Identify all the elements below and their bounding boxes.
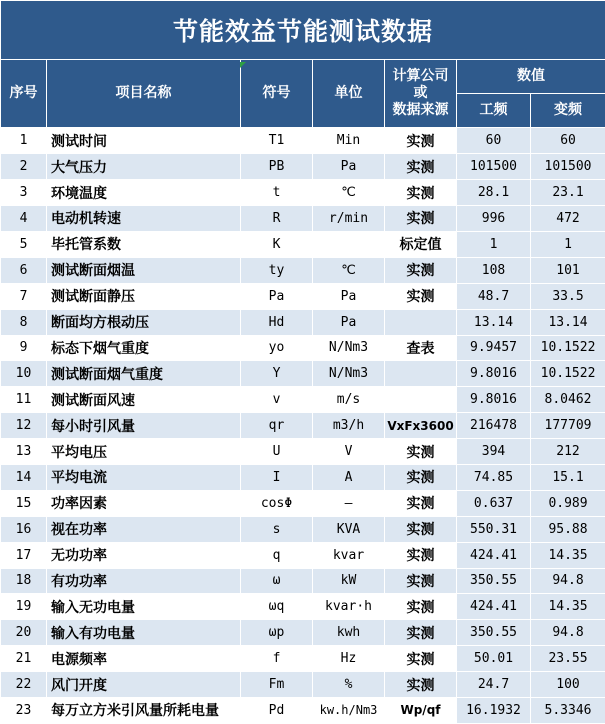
row-index-cell: 8	[1, 309, 47, 335]
row-variable-frequency-value: 94.8	[531, 620, 605, 646]
row-name-cell: 大气压力	[47, 154, 241, 180]
row-unit-cell: V	[313, 439, 385, 465]
row-symbol-cell: q	[241, 542, 313, 568]
row-unit-cell: ℃	[313, 257, 385, 283]
row-unit-cell: r/min	[313, 206, 385, 232]
header-power-frequency: 工频	[457, 94, 531, 128]
row-source-cell: 实测	[385, 154, 457, 180]
row-variable-frequency-value: 13.14	[531, 309, 605, 335]
row-power-frequency-value: 424.41	[457, 594, 531, 620]
row-power-frequency-value: 424.41	[457, 542, 531, 568]
row-index-cell: 11	[1, 387, 47, 413]
table-row	[1, 516, 605, 542]
row-variable-frequency-value: 14.35	[531, 594, 605, 620]
row-name-cell: 功率因素	[47, 490, 241, 516]
row-symbol-cell: ω	[241, 568, 313, 594]
row-name-cell: 有功功率	[47, 568, 241, 594]
row-symbol-cell: Fm	[241, 672, 313, 698]
row-name-cell: 测试断面烟温	[47, 257, 241, 283]
table-row	[1, 231, 605, 257]
row-power-frequency-value: 13.14	[457, 309, 531, 335]
row-symbol-cell: s	[241, 516, 313, 542]
header-source-line-2: 或	[413, 85, 428, 102]
header-source-line-1: 计算公司	[392, 68, 449, 85]
header-unit: 单位	[313, 60, 385, 128]
row-symbol-cell: Pa	[241, 283, 313, 309]
row-source-cell: 实测	[385, 128, 457, 154]
row-variable-frequency-value: 1	[531, 231, 605, 257]
table-row	[1, 180, 605, 206]
row-variable-frequency-value: 95.88	[531, 516, 605, 542]
row-symbol-cell: I	[241, 464, 313, 490]
row-variable-frequency-value: 23.1	[531, 180, 605, 206]
row-power-frequency-value: 350.55	[457, 620, 531, 646]
row-source-cell	[385, 309, 457, 335]
row-name-cell: 测试断面烟气重度	[47, 361, 241, 387]
row-source-cell: 实测	[385, 516, 457, 542]
row-name-cell: 平均电流	[47, 464, 241, 490]
table-row	[1, 154, 605, 180]
row-symbol-cell: ty	[241, 257, 313, 283]
row-unit-cell: %	[313, 672, 385, 698]
row-variable-frequency-value: 212	[531, 439, 605, 465]
table-row	[1, 309, 605, 335]
row-power-frequency-value: 394	[457, 439, 531, 465]
row-symbol-cell: f	[241, 646, 313, 672]
row-symbol-cell: Pd	[241, 697, 313, 723]
row-index-cell: 6	[1, 257, 47, 283]
row-power-frequency-value: 1	[457, 231, 531, 257]
row-index-cell: 4	[1, 206, 47, 232]
row-source-cell: 实测	[385, 490, 457, 516]
row-unit-cell: ℃	[313, 180, 385, 206]
row-variable-frequency-value: 100	[531, 672, 605, 698]
header-symbol: 符号	[241, 60, 313, 128]
row-name-cell: 测试断面静压	[47, 283, 241, 309]
row-unit-cell: Pa	[313, 309, 385, 335]
row-unit-cell	[313, 231, 385, 257]
header-source	[385, 60, 457, 128]
header-index: 序号	[1, 60, 47, 128]
table-row	[1, 335, 605, 361]
table-row	[1, 464, 605, 490]
header-source-line-3: 数据来源	[392, 102, 449, 119]
row-source-cell: 实测	[385, 464, 457, 490]
row-power-frequency-value: 48.7	[457, 283, 531, 309]
row-symbol-cell: cosΦ	[241, 490, 313, 516]
row-unit-cell: Min	[313, 128, 385, 154]
row-unit-cell: A	[313, 464, 385, 490]
row-symbol-cell: Hd	[241, 309, 313, 335]
row-unit-cell: KVA	[313, 516, 385, 542]
row-unit-cell: —	[313, 490, 385, 516]
row-power-frequency-value: 9.8016	[457, 361, 531, 387]
row-name-cell: 断面均方根动压	[47, 309, 241, 335]
row-power-frequency-value: 50.01	[457, 646, 531, 672]
row-source-cell	[385, 361, 457, 387]
row-symbol-cell: Y	[241, 361, 313, 387]
table-row	[1, 387, 605, 413]
row-unit-cell: m/s	[313, 387, 385, 413]
table-row	[1, 283, 605, 309]
row-unit-cell: kvar	[313, 542, 385, 568]
row-variable-frequency-value: 10.1522	[531, 361, 605, 387]
table-row	[1, 620, 605, 646]
table-row	[1, 542, 605, 568]
row-name-cell: 电源频率	[47, 646, 241, 672]
row-unit-cell: kwh	[313, 620, 385, 646]
table-row	[1, 128, 605, 154]
row-index-cell: 12	[1, 413, 47, 439]
table-row	[1, 439, 605, 465]
table-row	[1, 672, 605, 698]
row-source-cell: 实测	[385, 180, 457, 206]
row-index-cell: 16	[1, 516, 47, 542]
row-variable-frequency-value: 10.1522	[531, 335, 605, 361]
row-source-cell: 实测	[385, 542, 457, 568]
row-variable-frequency-value: 23.55	[531, 646, 605, 672]
row-unit-cell: N/Nm3	[313, 335, 385, 361]
row-power-frequency-value: 74.85	[457, 464, 531, 490]
row-index-cell: 13	[1, 439, 47, 465]
row-unit-cell: kw.h/Nm3	[313, 697, 385, 723]
row-source-cell: 实测	[385, 257, 457, 283]
row-index-cell: 21	[1, 646, 47, 672]
row-symbol-cell: K	[241, 231, 313, 257]
row-variable-frequency-value: 5.3346	[531, 697, 605, 723]
row-source-cell: 实测	[385, 283, 457, 309]
row-power-frequency-value: 28.1	[457, 180, 531, 206]
table-row	[1, 257, 605, 283]
row-source-cell: 实测	[385, 672, 457, 698]
row-name-cell: 测试断面风速	[47, 387, 241, 413]
row-source-cell	[385, 387, 457, 413]
row-power-frequency-value: 0.637	[457, 490, 531, 516]
header-name: 项目名称	[47, 60, 241, 128]
cell-comment-marker	[240, 62, 246, 68]
row-source-cell: 标定值	[385, 231, 457, 257]
row-unit-cell: Pa	[313, 283, 385, 309]
row-name-cell: 无功功率	[47, 542, 241, 568]
row-unit-cell: N/Nm3	[313, 361, 385, 387]
row-symbol-cell: ωp	[241, 620, 313, 646]
table-row	[1, 568, 605, 594]
row-index-cell: 2	[1, 154, 47, 180]
row-name-cell: 环境温度	[47, 180, 241, 206]
row-symbol-cell: t	[241, 180, 313, 206]
row-index-cell: 18	[1, 568, 47, 594]
row-index-cell: 5	[1, 231, 47, 257]
row-unit-cell: Pa	[313, 154, 385, 180]
row-variable-frequency-value: 472	[531, 206, 605, 232]
row-name-cell: 视在功率	[47, 516, 241, 542]
row-name-cell: 电动机转速	[47, 206, 241, 232]
row-index-cell: 14	[1, 464, 47, 490]
row-unit-cell: m3/h	[313, 413, 385, 439]
row-symbol-cell: U	[241, 439, 313, 465]
row-name-cell: 标态下烟气重度	[47, 335, 241, 361]
row-index-cell: 20	[1, 620, 47, 646]
row-index-cell: 19	[1, 594, 47, 620]
row-index-cell: 1	[1, 128, 47, 154]
row-source-cell: 查表	[385, 335, 457, 361]
row-unit-cell: Hz	[313, 646, 385, 672]
row-variable-frequency-value: 94.8	[531, 568, 605, 594]
row-variable-frequency-value: 15.1	[531, 464, 605, 490]
row-index-cell: 22	[1, 672, 47, 698]
row-variable-frequency-value: 8.0462	[531, 387, 605, 413]
row-name-cell: 每万立方米引风量所耗电量	[47, 697, 241, 723]
row-index-cell: 9	[1, 335, 47, 361]
row-symbol-cell: PB	[241, 154, 313, 180]
row-name-cell: 平均电压	[47, 439, 241, 465]
table-row	[1, 594, 605, 620]
row-name-cell: 风门开度	[47, 672, 241, 698]
row-name-cell: 输入有功电量	[47, 620, 241, 646]
row-variable-frequency-value: 101500	[531, 154, 605, 180]
row-variable-frequency-value: 101	[531, 257, 605, 283]
row-power-frequency-value: 16.1932	[457, 697, 531, 723]
table-row	[1, 646, 605, 672]
row-symbol-cell: ωq	[241, 594, 313, 620]
table-row	[1, 697, 605, 723]
table-row	[1, 206, 605, 232]
row-power-frequency-value: 9.9457	[457, 335, 531, 361]
row-power-frequency-value: 216478	[457, 413, 531, 439]
row-variable-frequency-value: 60	[531, 128, 605, 154]
row-power-frequency-value: 60	[457, 128, 531, 154]
row-source-cell: 实测	[385, 620, 457, 646]
row-name-cell: 毕托管系数	[47, 231, 241, 257]
row-name-cell: 每小时引风量	[47, 413, 241, 439]
row-source-cell: VxFx3600	[385, 413, 457, 439]
row-unit-cell: kvar·h	[313, 594, 385, 620]
row-source-cell: Wp/qf	[385, 697, 457, 723]
row-symbol-cell: v	[241, 387, 313, 413]
row-unit-cell: kW	[313, 568, 385, 594]
row-power-frequency-value: 9.8016	[457, 387, 531, 413]
row-index-cell: 15	[1, 490, 47, 516]
row-variable-frequency-value: 0.989	[531, 490, 605, 516]
table-row	[1, 361, 605, 387]
row-power-frequency-value: 996	[457, 206, 531, 232]
row-source-cell: 实测	[385, 206, 457, 232]
table-row	[1, 413, 605, 439]
row-source-cell: 实测	[385, 594, 457, 620]
row-name-cell: 测试时间	[47, 128, 241, 154]
table-row	[1, 490, 605, 516]
row-source-cell: 实测	[385, 568, 457, 594]
row-variable-frequency-value: 177709	[531, 413, 605, 439]
row-index-cell: 3	[1, 180, 47, 206]
row-power-frequency-value: 101500	[457, 154, 531, 180]
row-name-cell: 输入无功电量	[47, 594, 241, 620]
row-power-frequency-value: 350.55	[457, 568, 531, 594]
header-value: 数值	[457, 60, 605, 94]
table-title: 节能效益节能测试数据	[1, 1, 605, 60]
row-symbol-cell: qr	[241, 413, 313, 439]
row-source-cell: 实测	[385, 439, 457, 465]
row-power-frequency-value: 108	[457, 257, 531, 283]
row-variable-frequency-value: 14.35	[531, 542, 605, 568]
row-index-cell: 7	[1, 283, 47, 309]
row-index-cell: 10	[1, 361, 47, 387]
row-power-frequency-value: 24.7	[457, 672, 531, 698]
row-variable-frequency-value: 33.5	[531, 283, 605, 309]
row-index-cell: 17	[1, 542, 47, 568]
row-symbol-cell: R	[241, 206, 313, 232]
row-symbol-cell: T1	[241, 128, 313, 154]
row-symbol-cell: yo	[241, 335, 313, 361]
header-variable-frequency: 变频	[531, 94, 605, 128]
row-power-frequency-value: 550.31	[457, 516, 531, 542]
row-source-cell: 实测	[385, 646, 457, 672]
row-index-cell: 23	[1, 697, 47, 723]
